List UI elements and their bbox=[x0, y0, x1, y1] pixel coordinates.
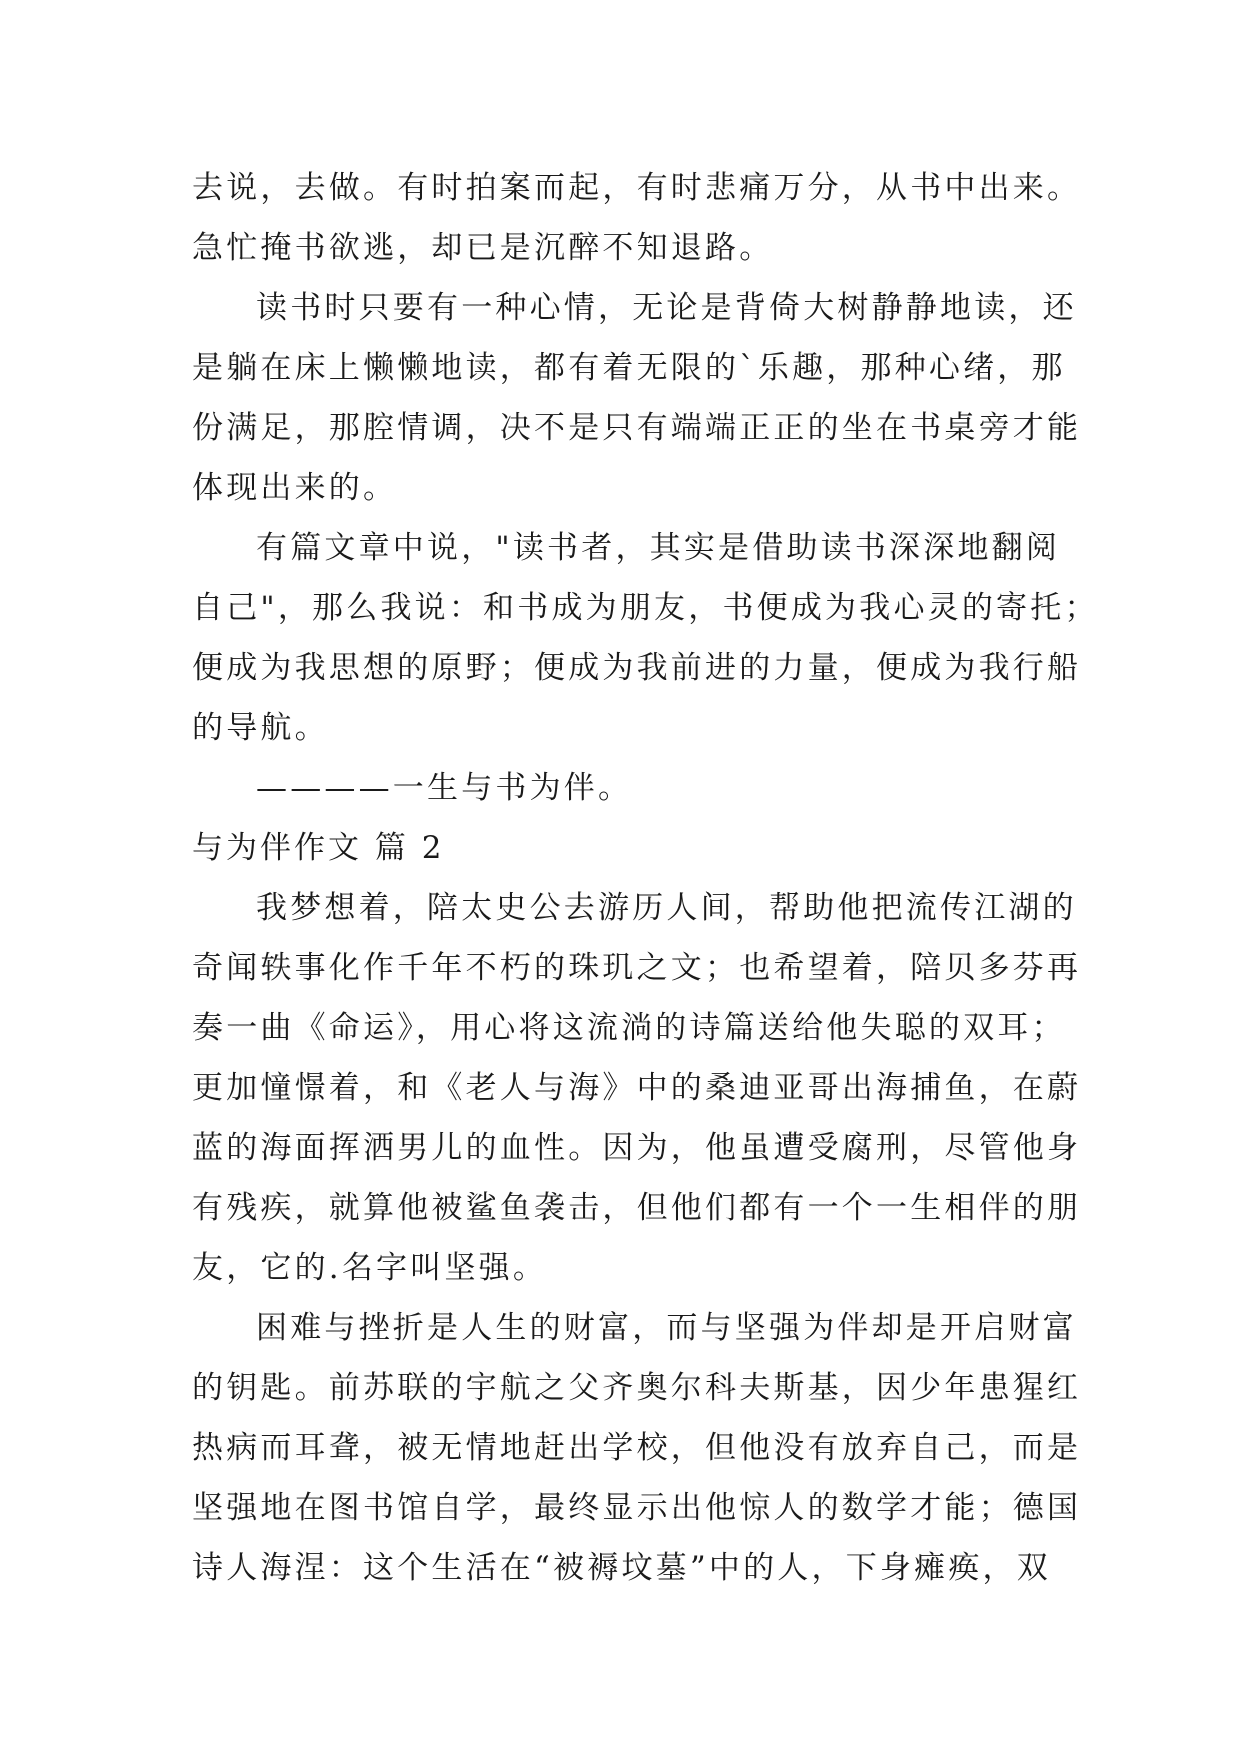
text-line: 便成为我思想的原野；便成为我前进的力量，便成为我行船 bbox=[192, 650, 1082, 686]
text-line: 坚强地在图书馆自学，最终显示出他惊人的数学才能；德国 bbox=[192, 1490, 1082, 1526]
paragraph-start-line: 读书时只要有一种心情，无论是背倚大树静静地读，还 bbox=[256, 290, 1077, 326]
text-line: 奇闻轶事化作千年不朽的珠玑之文；也希望着，陪贝多芬再 bbox=[192, 950, 1082, 986]
text-line: 热病而耳聋，被无情地赶出学校，但他没有放弃自己，而是 bbox=[192, 1430, 1082, 1466]
text-line: 的导航。 bbox=[192, 710, 329, 746]
paragraph-start-line: 困难与挫折是人生的财富，而与坚强为伴却是开启财富 bbox=[256, 1310, 1077, 1346]
text-line: 去说，去做。有时拍案而起，有时悲痛万分，从书中出来。 bbox=[192, 170, 1082, 206]
text-line: 奏一曲《命运》，用心将这流淌的诗篇送给他失聪的双耳； bbox=[192, 1010, 1066, 1046]
text-line: 诗人海涅：这个生活在“被褥坟墓”中的人，下身瘫痪，双 bbox=[192, 1550, 1051, 1586]
paragraph-start-line: 我梦想着，陪太史公去游历人间，帮助他把流传江湖的 bbox=[256, 890, 1077, 926]
text-line: 急忙掩书欲逃，却已是沉醉不知退路。 bbox=[192, 230, 774, 266]
text-line: 蓝的海面挥洒男儿的血性。因为，他虽遭受腐刑，尽管他身 bbox=[192, 1130, 1082, 1166]
text-line: 是躺在床上懒懒地读，都有着无限的`乐趣，那种心绪，那 bbox=[192, 350, 1066, 386]
section-heading: 与为伴作文 篇 2 bbox=[192, 830, 445, 866]
text-line: 份满足，那腔情调，决不是只有端端正正的坐在书桌旁才能 bbox=[192, 410, 1082, 446]
paragraph-start-line: 有篇文章中说，"读书者，其实是借助读书深深地翻阅 bbox=[256, 530, 1061, 566]
text-line: 更加憧憬着，和《老人与海》中的桑迪亚哥出海捕鱼，在蔚 bbox=[192, 1070, 1082, 1106]
document-body bbox=[192, 158, 1099, 1598]
text-line: 体现出来的。 bbox=[192, 470, 398, 506]
text-line: 有残疾，就算他被鲨鱼袭击，但他们都有一个一生相伴的朋 bbox=[192, 1190, 1082, 1226]
closing-line: ————一生与书为伴。 bbox=[256, 770, 633, 806]
text-line: 的钥匙。前苏联的宇航之父齐奥尔科夫斯基，因少年患猩红 bbox=[192, 1370, 1082, 1406]
text-line: 友，它的.名字叫坚强。 bbox=[192, 1250, 548, 1286]
text-line: 自己"，那么我说：和书成为朋友，书便成为我心灵的寄托； bbox=[192, 590, 1099, 626]
